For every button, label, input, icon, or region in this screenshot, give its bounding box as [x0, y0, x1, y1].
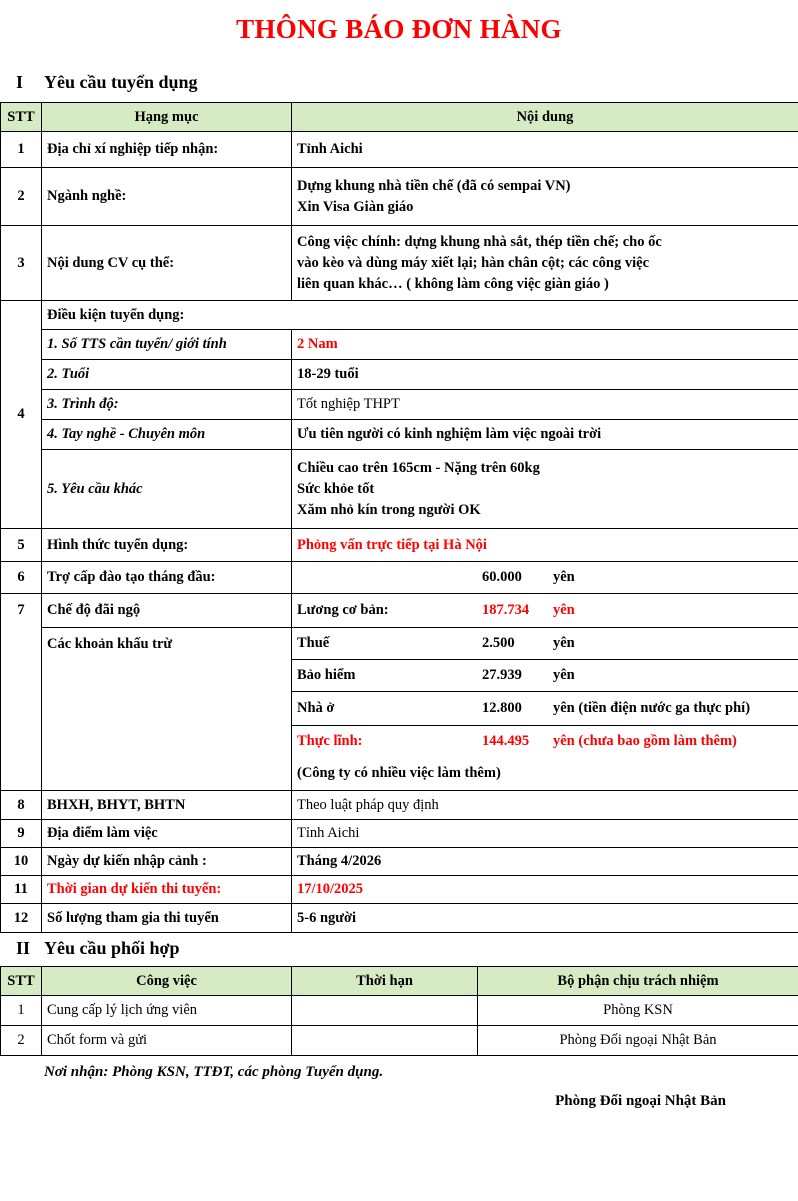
sub-value: 18-29 tuổi [292, 360, 798, 390]
row-value: 17/10/2025 [292, 876, 798, 904]
base-salary-label: Lương cơ bản: [297, 602, 389, 618]
insurance-amount: 27.939 [482, 667, 522, 683]
table-row [1, 996, 798, 1026]
table-row [1, 562, 798, 594]
row-dept: Phòng KSN [478, 996, 798, 1026]
table-row [1, 301, 798, 330]
row-label: Điều kiện tuyển dụng: [42, 301, 798, 330]
sub-label: 4. Tay nghề - Chuyên môn [42, 420, 292, 450]
row-stt: 5 [1, 529, 42, 562]
section-1-title: Yêu cầu tuyển dụng [44, 72, 198, 92]
table-row [1, 529, 798, 562]
row-label: Chế độ đãi ngộ [42, 594, 292, 628]
row-label: Nội dung CV cụ thể: [42, 226, 292, 301]
row-value: Theo luật pháp quy định [292, 791, 798, 820]
value-line: vào kèo và dùng máy xiết lại; hàn chân cột; các công việc [297, 254, 650, 271]
row-stt: 9 [1, 820, 42, 848]
header-content: Nội dung [292, 103, 798, 132]
tax-label: Thuế [297, 635, 330, 651]
row-label: Số lượng tham gia thi tuyển [42, 904, 292, 933]
housing-row [292, 692, 798, 726]
header-stt: STT [1, 967, 42, 996]
row-label: Ngành nghề: [42, 168, 292, 226]
net-salary-unit: yên (chưa bao gồm làm thêm) [553, 733, 737, 750]
value-line: Xin Visa Giàn giáo [297, 198, 414, 215]
sub-label: 1. Số TTS cần tuyển/ giới tính [42, 330, 292, 360]
housing-unit: yên (tiền điện nước ga thực phí) [553, 700, 751, 716]
insurance-unit: yên [553, 667, 575, 683]
deductions-label: Các khoản khấu trừ [42, 628, 292, 791]
sub-label: 2. Tuổi [42, 360, 292, 390]
table-row [1, 168, 798, 226]
base-salary-unit: yên [553, 602, 575, 618]
table-row [1, 450, 798, 529]
header-dept: Bộ phận chịu trách nhiệm [478, 967, 798, 996]
row-stt: 2 [1, 1026, 42, 1056]
table-row [1, 1026, 798, 1056]
row-value: Tháng 4/2026 [292, 848, 798, 876]
table-row [1, 628, 798, 660]
tax-amount: 2.500 [482, 635, 515, 651]
row-stt: 1 [1, 132, 42, 168]
table-row [1, 594, 798, 628]
section-2-heading [16, 938, 180, 959]
recruitment-table [0, 102, 798, 933]
row-stt: 2 [1, 168, 42, 226]
table-row [1, 848, 798, 876]
header-task: Công việc [42, 967, 292, 996]
insurance-label: Bảo hiểm [297, 667, 356, 683]
section-2-number: II [16, 938, 31, 958]
base-salary-amount: 187.734 [482, 602, 530, 618]
section-1-heading [16, 72, 198, 93]
row-value: Phỏng vấn trực tiếp tại Hà Nội [292, 529, 798, 562]
housing-label: Nhà ở [297, 700, 335, 716]
recipients-note: Nơi nhận: Phòng KSN, TTĐT, các phòng Tuyển dụng. [44, 1064, 384, 1080]
row-value: 5-6 người [292, 904, 798, 933]
row-label: Thời gian dự kiến thi tuyển: [42, 876, 292, 904]
row-stt: 11 [1, 876, 42, 904]
net-salary-amount: 144.495 [482, 733, 530, 750]
sub-value: 2 Nam [292, 330, 798, 360]
row-label: BHXH, BHYT, BHTN [42, 791, 292, 820]
net-salary-label: Thực lĩnh: [297, 733, 363, 750]
row-deadline [292, 996, 478, 1026]
row-value: Tỉnh Aichi [292, 132, 798, 168]
row-value [292, 562, 798, 594]
section-2-title: Yêu cầu phối hợp [44, 938, 180, 958]
row-label: Trợ cấp đào tạo tháng đầu: [42, 562, 292, 594]
row-stt: 6 [1, 562, 42, 594]
row-stt: 7 [1, 594, 42, 628]
row-stt: 12 [1, 904, 42, 933]
table-row [1, 226, 798, 301]
value-line: Công việc chính: dựng khung nhà sắt, thép tiền chế; cho ốc [297, 233, 662, 250]
table-row [1, 820, 798, 848]
row-label: Ngày dự kiến nhập cảnh : [42, 848, 292, 876]
insurance-row [292, 660, 798, 692]
table-row [1, 876, 798, 904]
section-1-number: I [16, 72, 24, 92]
allowance-amount: 60.000 [482, 569, 522, 585]
table-row [1, 360, 798, 390]
row-task: Chốt form và gửi [42, 1026, 292, 1056]
row-label: Địa chỉ xí nghiệp tiếp nhận: [42, 132, 292, 168]
value-line: Sức khỏe tốt [297, 480, 375, 497]
table-row [1, 791, 798, 820]
row-stt: 3 [1, 226, 42, 301]
row-value: Tỉnh Aichi [292, 820, 798, 848]
row-dept: Phòng Đối ngoại Nhật Bản [478, 1026, 798, 1056]
header-category: Hạng mục [42, 103, 292, 132]
row-value [292, 226, 798, 301]
base-salary [292, 594, 798, 628]
header-deadline: Thời hạn [292, 967, 478, 996]
table-header-row [1, 967, 798, 996]
page-title: THÔNG BÁO ĐƠN HÀNG [236, 14, 562, 44]
row-stt: 4 [1, 301, 42, 529]
sub-label: 5. Yêu cầu khác [42, 450, 292, 529]
row-deadline [292, 1026, 478, 1056]
tax-row [292, 628, 798, 660]
table-header-row [1, 103, 798, 132]
row-task: Cung cấp lý lịch ứng viên [42, 996, 292, 1026]
sub-value: Tốt nghiệp THPT [292, 390, 798, 420]
value-line: liên quan khác… ( không làm công việc giàn giáo ) [297, 275, 609, 292]
row-stt: 8 [1, 791, 42, 820]
sub-value: Ưu tiên người có kinh nghiệm làm việc ngoài trời [292, 420, 798, 450]
value-line: Chiều cao trên 165cm - Nặng trên 60kg [297, 459, 540, 476]
table-row [1, 904, 798, 933]
tax-unit: yên [553, 635, 575, 651]
row-stt: 1 [1, 996, 42, 1026]
row-value [292, 168, 798, 226]
sub-value [292, 450, 798, 529]
table-row [1, 390, 798, 420]
coordination-table [0, 966, 798, 1056]
table-row [1, 132, 798, 168]
allowance-unit: yên [553, 569, 575, 585]
overtime-note: (Công ty có nhiều việc làm thêm) [292, 758, 798, 791]
value-line: Xăm nhỏ kín trong người OK [297, 501, 481, 518]
net-salary-row [292, 726, 798, 758]
sub-label: 3. Trình độ: [42, 390, 292, 420]
value-line: Dựng khung nhà tiền chế (đã có sempai VN) [297, 177, 571, 194]
table-row [1, 330, 798, 360]
housing-amount: 12.800 [482, 700, 522, 716]
row-label: Hình thức tuyển dụng: [42, 529, 292, 562]
signature-dept: Phòng Đối ngoại Nhật Bản [555, 1093, 726, 1109]
header-stt: STT [1, 103, 42, 132]
table-row [1, 420, 798, 450]
row-label: Địa điểm làm việc [42, 820, 292, 848]
row-stt: 10 [1, 848, 42, 876]
